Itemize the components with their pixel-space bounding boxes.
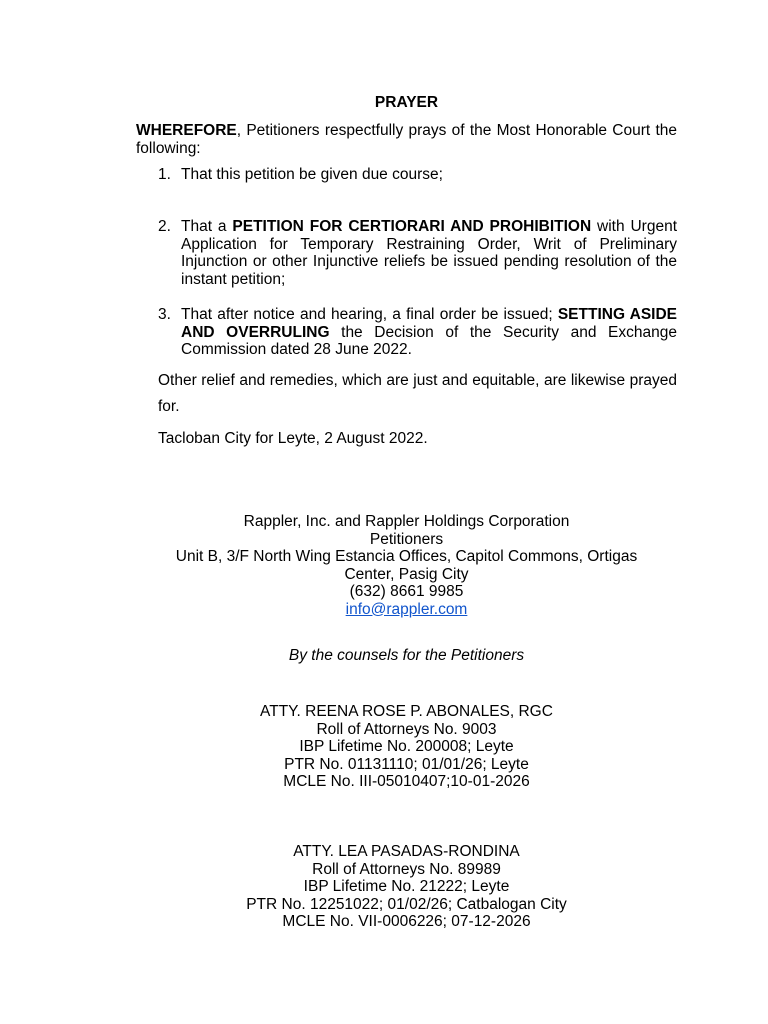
item-text: [181, 306, 677, 359]
item-text-bold: PETITION FOR CERTIORARI AND PROHIBITION: [232, 218, 592, 235]
petitioner-block: [120, 513, 693, 618]
petitioner-email-link[interactable]: info@rappler.com: [345, 600, 468, 618]
item-number: 3.: [158, 306, 171, 323]
attorney-ibp: IBP Lifetime No. 200008; Leyte: [299, 738, 514, 755]
place-date: Tacloban City for Leyte, 2 August 2022.: [158, 430, 428, 447]
other-relief-paragraph: Other relief and remedies, which are just and equitable, are likewise prayed for.: [158, 372, 677, 415]
item-text-pre: That after notice and hearing, a final order be issued;: [181, 306, 558, 323]
petitioner-address-line-2: Center, Pasig City: [344, 565, 469, 583]
item-text: That this petition be given due course;: [181, 166, 443, 183]
intro-text: , Petitioners respectfully prays of the Most Honorable Court the following:: [136, 122, 677, 157]
attorney-roll: Roll of Attorneys No. 9003: [316, 720, 497, 738]
prayer-item-3: [158, 306, 677, 359]
attorney-mcle: MCLE No. VII-0006226; 07-12-2026: [282, 913, 531, 930]
attorney-block-1: [120, 703, 693, 791]
prayer-item-1: [158, 166, 677, 184]
item-number: 1.: [158, 166, 171, 183]
item-text-pre: That a: [181, 218, 233, 235]
petitioner-phone: (632) 8661 9985: [349, 583, 464, 600]
attorney-ibp: IBP Lifetime No. 21222; Leyte: [303, 878, 510, 895]
page-title: PRAYER: [374, 94, 439, 111]
petitioner-address-line-1: Unit B, 3/F North Wing Estancia Offices, Capitol Commons, Ortigas: [175, 548, 638, 565]
attorney-roll: Roll of Attorneys No. 89989: [312, 860, 501, 878]
attorney-ptr: PTR No. 12251022; 01/02/26; Catbalogan City: [246, 895, 567, 913]
attorney-name: ATTY. LEA PASADAS-RONDINA: [293, 843, 520, 860]
counsel-line: By the counsels for the Petitioners: [288, 647, 525, 664]
item-text-post: the Decision of the Security and Exchange Commission dated 28 June 2022.: [181, 323, 677, 358]
prayer-item-2: [158, 218, 677, 288]
attorney-name: ATTY. REENA ROSE P. ABONALES, RGC: [260, 703, 553, 720]
intro-lead: WHEREFORE: [136, 122, 237, 139]
item-text-post: with Urgent Application for Temporary Restraining Order, Writ of Preliminary Injunction or other Injunctive reliefs be issued pending resolution of the instant petition;: [181, 218, 677, 288]
petitioner-name: Rappler, Inc. and Rappler Holdings Corporation: [243, 513, 570, 530]
petitioner-role: Petitioners: [369, 530, 444, 548]
item-text: [181, 218, 677, 288]
attorney-block-2: [120, 843, 693, 931]
item-text-bold: SETTING ASIDE AND OVERRULING: [181, 306, 677, 341]
intro-paragraph: [136, 122, 677, 157]
item-number: 2.: [158, 218, 171, 235]
attorney-ptr: PTR No. 01131110; 01/01/26; Leyte: [284, 755, 529, 773]
attorney-mcle: MCLE No. III-05010407;10-01-2026: [283, 773, 530, 790]
